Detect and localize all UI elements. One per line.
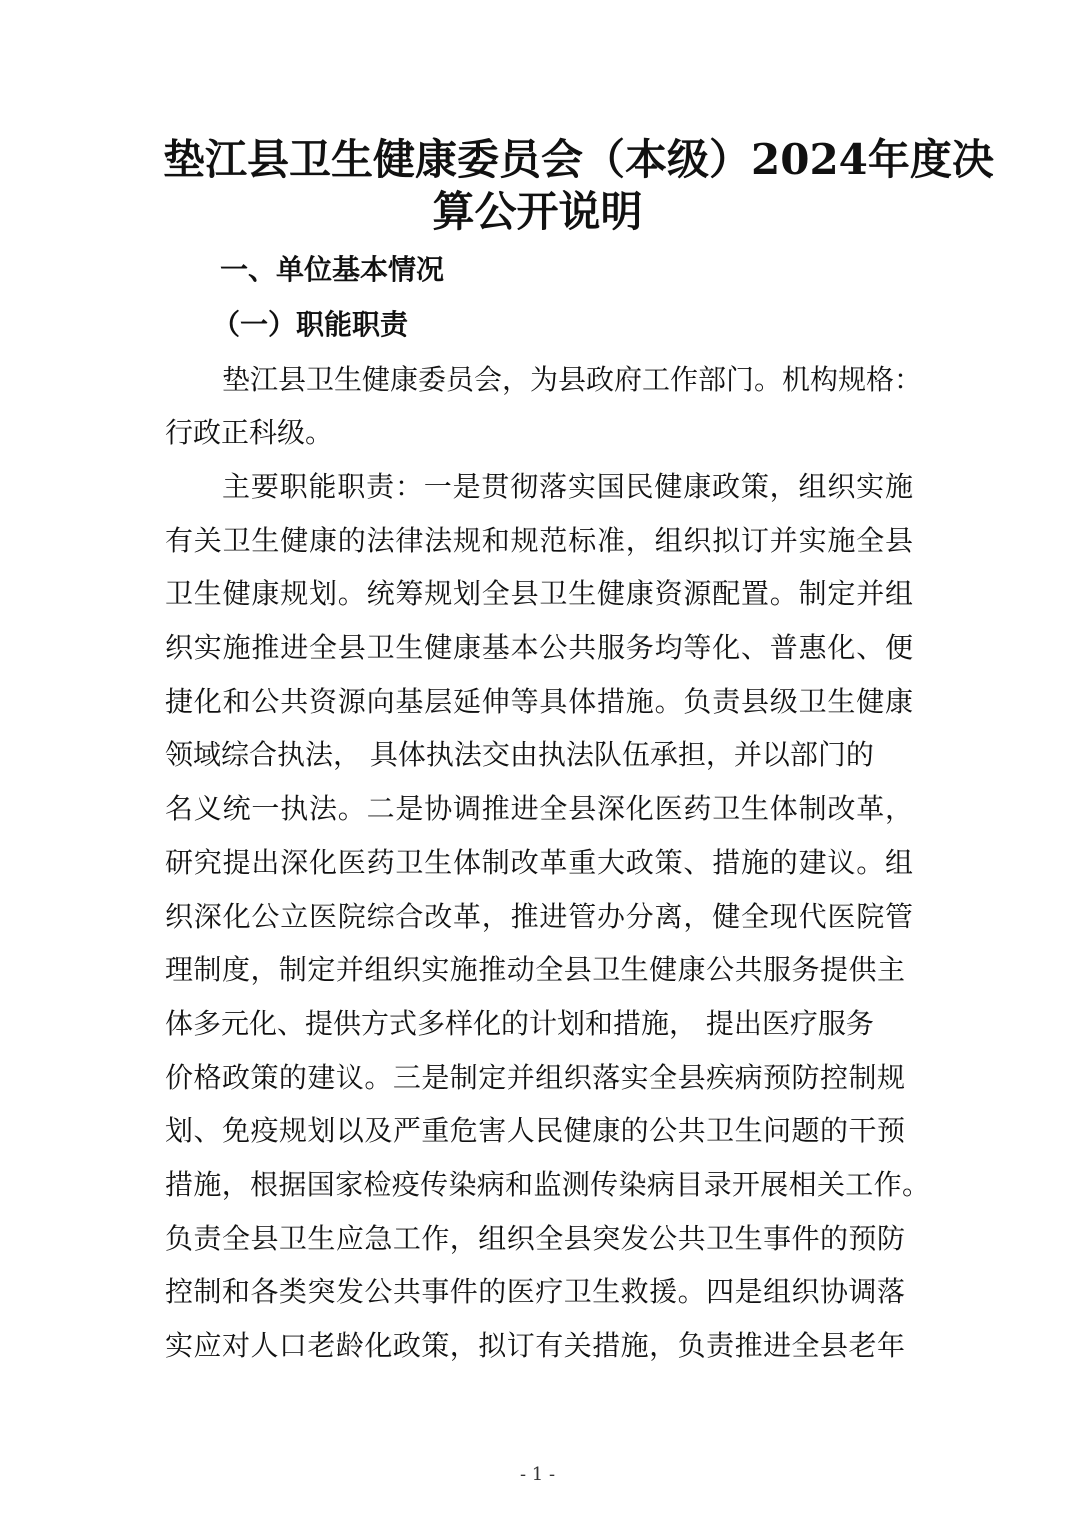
text-line: 领域综合执法， 具体执法交由执法队伍承担，并以部门的	[165, 738, 874, 771]
text-line: 行政正科级。	[165, 416, 334, 449]
text-line: 实应对人口老龄化政策，拟订有关措施，负责推进全县老年	[165, 1329, 905, 1362]
text-line: 体多元化、提供方式多样化的计划和措施， 提出医疗服务	[165, 1007, 874, 1040]
text-line: 划、免疫规划以及严重危害人民健康的公共卫生问题的干预	[165, 1114, 905, 1147]
text-line: 控制和各类突发公共事件的医疗卫生救援。四是组织协调落	[165, 1275, 905, 1308]
text-line: 捷化和公共资源向基层延伸等具体措施。负责县级卫生健康	[165, 685, 913, 718]
text-line: 理制度，制定并组织实施推动全县卫生健康公共服务提供主	[165, 953, 905, 986]
subsection-heading: （一）职能职责	[212, 308, 409, 341]
text-line: 主要职能职责：一是贯彻落实国民健康政策，组织实施	[222, 470, 913, 503]
text-line: 垫江县卫生健康委员会，为县政府工作部门。机构规格：	[222, 363, 923, 396]
text-line: 名义统一执法。二是协调推进全县深化医药卫生体制改革，	[165, 792, 913, 825]
text-line: 有关卫生健康的法律法规和规范标准，组织拟订并实施全县	[165, 524, 913, 557]
text-line: 卫生健康规划。统筹规划全县卫生健康资源配置。制定并组	[165, 577, 913, 610]
document-title-line-1: 垫江县卫生健康委员会（本级）2024年度决	[163, 135, 994, 184]
text-line: 织深化公立医院综合改革，推进管办分离，健全现代医院管	[165, 900, 913, 933]
text-line: 负责全县卫生应急工作，组织全县突发公共卫生事件的预防	[165, 1222, 905, 1255]
text-line: 措施，根据国家检疫传染病和监测传染病目录开展相关工作。	[165, 1168, 930, 1201]
text-line: 织实施推进全县卫生健康基本公共服务均等化、普惠化、便	[165, 631, 913, 664]
section-heading: 一、单位基本情况	[220, 253, 445, 286]
document-title-line-2: 算公开说明	[432, 187, 643, 236]
text-line: 研究提出深化医药卫生体制改革重大政策、措施的建议。组	[165, 846, 913, 879]
page-number: - 1 -	[519, 1464, 556, 1485]
text-line: 价格政策的建议。三是制定并组织落实全县疾病预防控制规	[165, 1061, 905, 1094]
